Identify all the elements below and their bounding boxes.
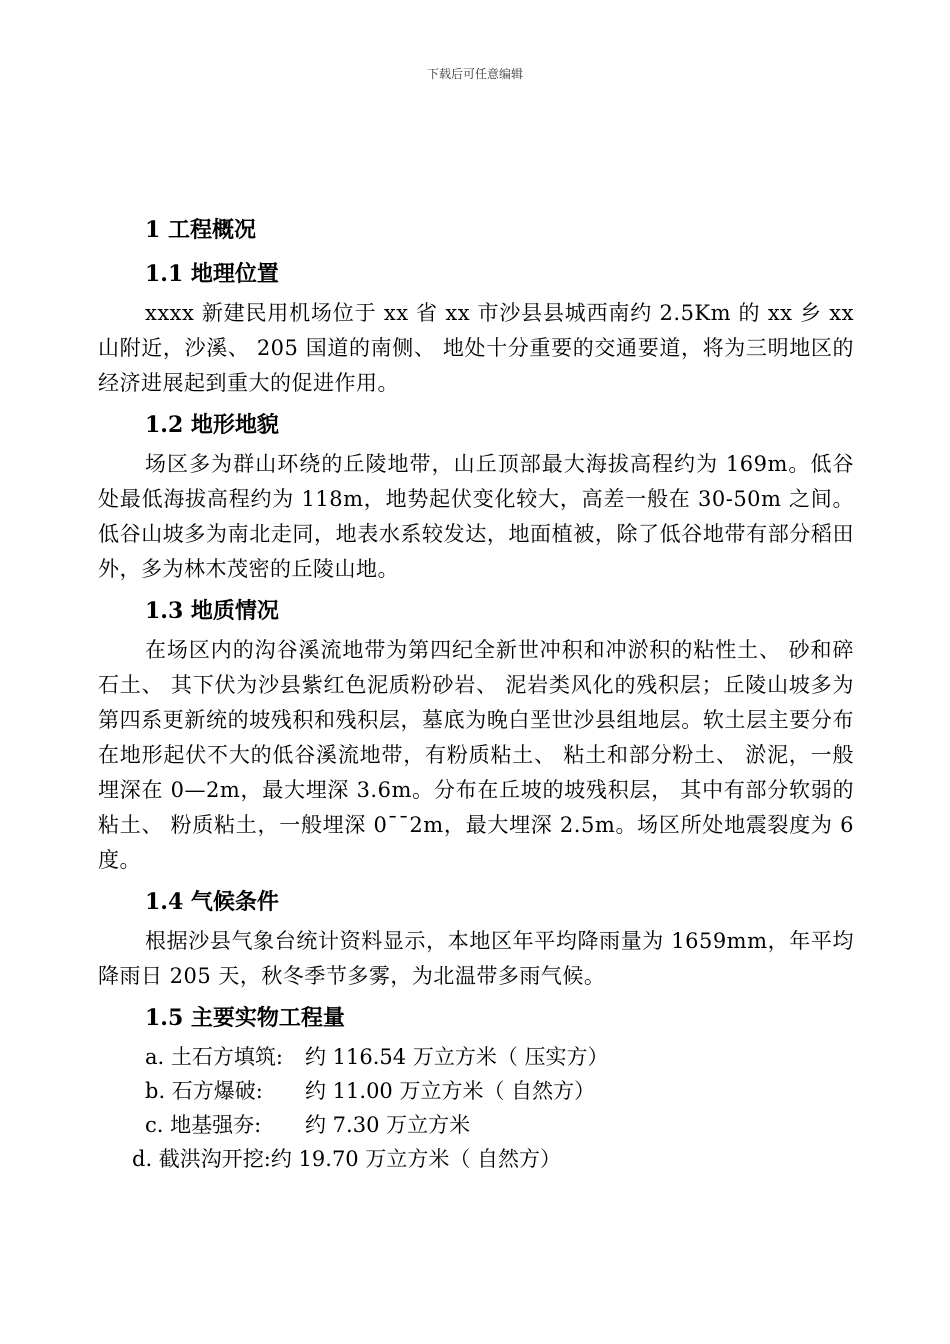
list-item	[98, 1142, 854, 1176]
quantity-value: 约 7.30 万立方米	[305, 1113, 471, 1137]
section-1-1-title: 1.1 地理位置	[145, 261, 279, 287]
page-header-note: 下载后可任意编辑	[426, 67, 523, 81]
section-1-3-title: 1.3 地质情况	[145, 598, 279, 624]
quantity-label: b. 石方爆破:	[145, 1079, 263, 1103]
quantity-value: 约 19.70 万立方米（ 自然方）	[270, 1147, 562, 1171]
section-1-3-body: 在场区内的沟谷溪流地带为第四纪全新世冲积和冲淤积的粘性土、 砂和碎石土、 其下伏为沙县紫红色泥质粉砂岩、 泥岩类风化的残积层；丘陵山坡多为第四系更新统的坡残积和残积层，墓底为晚白垩世沙县组地层。软土层主要分布在地形起伏不大的低谷溪流地带，有粉质粘土、 粘土和部分粉土、 淤泥，一般埋深在 0—2m，最大埋深 3.6m。分布在丘坡的坡残积层， 其中有部分软弱的粘土、 粉质粘土，一般埋深 0¯¯2m，最大埋深 2.5m。场区所处地震裂度为 6 度。	[98, 638, 854, 872]
section-1-2-body: 场区多为群山环绕的丘陵地带，山丘顶部最大海拔高程约为 169m。低谷处最低海拔高程约为 118m，地势起伏变化较大，高差一般在 30-50m 之间。低谷山坡多为南北走同，地表水系较发达，地面植被，除了低谷地带有部分稻田外，多为林木茂密的丘陵山地。	[98, 452, 854, 581]
list-item	[98, 1108, 854, 1142]
section-1-1-body: xxxx 新建民用机场位于 xx 省 xx 市沙县县城西南约 2.5Km 的 xx 乡 xx 山附近，沙溪、 205 国道的南侧、 地处十分重要的交通要道，将为三明地区的经济进展起到重大的促进作用。	[98, 301, 854, 395]
quantity-label: d. 截洪沟开挖:	[132, 1147, 271, 1171]
section-1-4-body: 根据沙县气象台统计资料显示，本地区年平均降雨量为 1659mm，年平均降雨日 205 天，秋冬季节多雾，为北温带多雨气候。	[98, 929, 854, 988]
document-body	[98, 212, 854, 1176]
list-item	[98, 1074, 854, 1108]
list-item	[98, 1040, 854, 1074]
quantity-value: 约 116.54 万立方米（ 压实方）	[305, 1045, 609, 1069]
section-1-4-title: 1.4 气候条件	[145, 889, 279, 915]
quantity-label: c. 地基强夯:	[145, 1113, 262, 1137]
section-1-title: 1 工程概况	[145, 217, 256, 243]
quantities-list	[98, 1040, 854, 1176]
section-1-5-title: 1.5 主要实物工程量	[145, 1005, 345, 1031]
quantity-label: a. 土石方填筑:	[145, 1045, 283, 1069]
quantity-value: 约 11.00 万立方米（ 自然方）	[305, 1079, 596, 1103]
section-1-2-title: 1.2 地形地貌	[145, 412, 279, 438]
